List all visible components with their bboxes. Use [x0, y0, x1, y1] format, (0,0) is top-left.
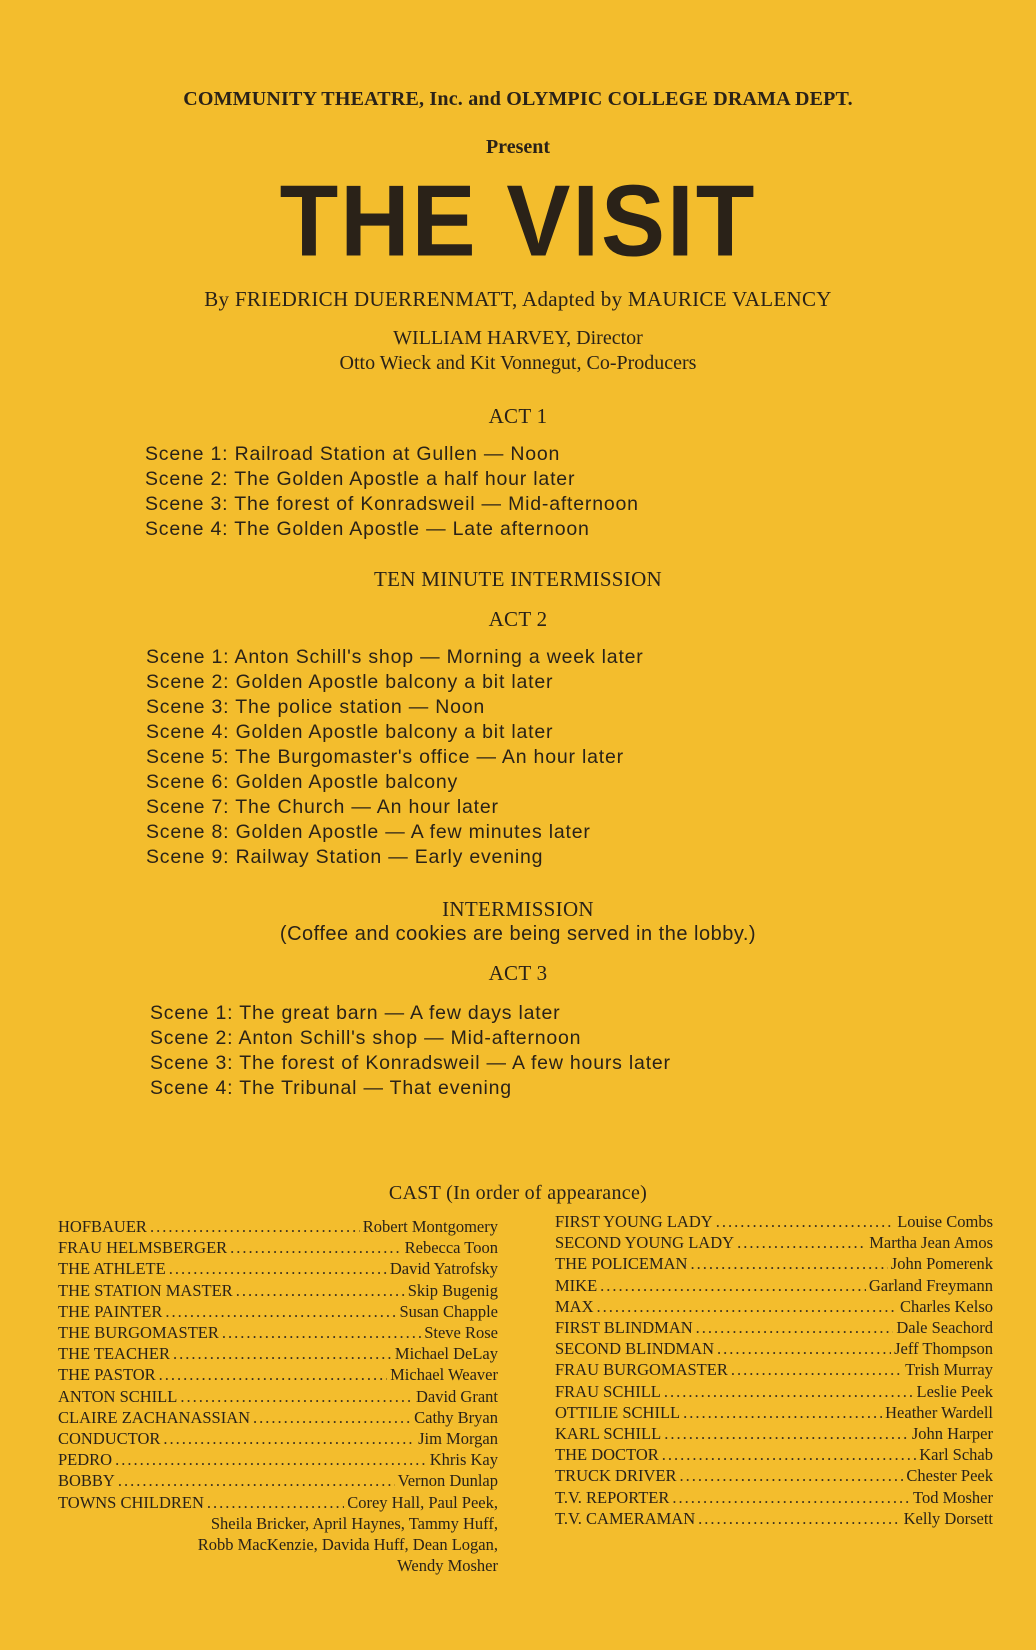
scene-item: Scene 4: The Golden Apostle — Late afternoon — [145, 518, 590, 540]
cast-role: THE STATION MASTER — [58, 1280, 233, 1300]
cast-row — [58, 1428, 498, 1449]
act1-heading: ACT 1 — [488, 404, 548, 428]
cast-role: FRAU HELMSBERGER — [58, 1238, 228, 1258]
cast-row — [58, 1470, 498, 1491]
cast-role: CLAIRE ZACHANASSIAN — [58, 1407, 251, 1427]
scene-item: Scene 7: The Church — An hour later — [146, 796, 499, 818]
dot-leader — [173, 1343, 392, 1364]
cast-row — [555, 1253, 993, 1274]
cast-row — [555, 1465, 993, 1486]
cast-actor: Robert Montgomery — [362, 1217, 498, 1236]
dot-leader — [731, 1359, 902, 1380]
dot-leader — [159, 1364, 387, 1385]
cast-role: MIKE — [555, 1275, 598, 1295]
intermission-heading: INTERMISSION — [442, 897, 594, 921]
cast-role: T.V. REPORTER — [555, 1487, 670, 1507]
cast-row — [58, 1449, 498, 1470]
cast-actor: Louise Combs — [897, 1212, 993, 1231]
intermission-heading: TEN MINUTE INTERMISSION — [373, 567, 663, 591]
cast-actor: David Grant — [415, 1386, 498, 1406]
act3-scene-list — [150, 1001, 671, 1101]
dot-leader — [207, 1492, 344, 1513]
cast-children-continued: Wendy Mosher — [397, 1556, 498, 1576]
dot-leader — [737, 1232, 866, 1253]
cast-role: SECOND YOUNG LADY — [555, 1233, 735, 1253]
cast-actor: Tod Mosher — [913, 1487, 993, 1507]
cast-actor: Steve Rose — [424, 1323, 498, 1343]
cast-actor: Chester Peek — [906, 1466, 993, 1486]
scene-item: Scene 1: The great barn — A few days later — [150, 1002, 561, 1024]
dot-leader — [165, 1301, 396, 1322]
cast-actor: Martha Jean Amos — [869, 1233, 993, 1253]
producers-credit: Otto Wieck and Kit Vonnegut, Co-Producers — [339, 352, 697, 374]
scene-item: Scene 2: Golden Apostle balcony a bit later — [146, 671, 554, 693]
cast-actor: Kelly Dorsett — [903, 1508, 993, 1528]
cast-role: TOWNS CHILDREN — [58, 1492, 204, 1512]
cast-row — [58, 1258, 498, 1279]
cast-role: THE ATHLETE — [58, 1259, 166, 1279]
cast-row — [58, 1343, 498, 1364]
cast-children-continued: Sheila Bricker, April Haynes, Tammy Huff, — [210, 1513, 498, 1533]
dot-leader — [662, 1444, 916, 1465]
dot-leader — [664, 1381, 914, 1402]
scene-item: Scene 8: Golden Apostle — A few minutes later — [146, 821, 591, 843]
cast-row — [555, 1423, 993, 1444]
dot-leader — [180, 1386, 413, 1407]
cast-role: KARL SCHILL — [555, 1424, 662, 1444]
dot-leader — [150, 1216, 360, 1237]
cast-row — [58, 1322, 498, 1343]
cast-row — [555, 1296, 993, 1317]
author-byline: By FRIEDRICH DUERRENMATT, Adapted by MAURICE VALENCY — [204, 287, 832, 311]
dot-leader — [696, 1317, 894, 1338]
cast-row — [58, 1237, 498, 1258]
present-label: Present — [485, 136, 551, 158]
scene-item: Scene 6: Golden Apostle balcony — [146, 771, 459, 793]
cast-role: FIRST YOUNG LADY — [555, 1212, 713, 1231]
dot-leader — [672, 1487, 910, 1508]
dot-leader — [664, 1423, 909, 1444]
dot-leader — [236, 1280, 405, 1301]
act2-heading: ACT 2 — [488, 607, 548, 631]
cast-row — [555, 1338, 993, 1359]
cast-actor: Khris Kay — [429, 1450, 498, 1470]
cast-actor: Trish Murray — [905, 1360, 993, 1380]
cast-row — [555, 1317, 993, 1338]
cast-role: HOFBAUER — [58, 1217, 147, 1236]
cast-role: THE TEACHER — [58, 1344, 170, 1364]
scene-item: Scene 1: Railroad Station at Gullen — Noon — [145, 443, 561, 465]
cast-row — [555, 1232, 993, 1253]
cast-row — [58, 1492, 498, 1513]
cast-role: BOBBY — [58, 1471, 115, 1491]
dot-leader — [600, 1275, 866, 1296]
act3-heading: ACT 3 — [488, 961, 548, 985]
cast-list-left — [58, 1216, 498, 1576]
cast-row — [555, 1402, 993, 1423]
dot-leader — [115, 1449, 427, 1470]
refreshments-note: (Coffee and cookies are being served in the lobby.) — [279, 923, 757, 945]
scene-item: Scene 2: Anton Schill's shop — Mid-afternoon — [150, 1027, 582, 1049]
cast-children-continued: Robb MacKenzie, Davida Huff, Dean Logan, — [197, 1535, 498, 1555]
cast-role: THE PAINTER — [58, 1301, 163, 1321]
cast-actor: David Yatrofsky — [389, 1259, 498, 1279]
dot-leader — [716, 1211, 895, 1232]
dot-leader — [118, 1470, 395, 1491]
cast-role: CONDUCTOR — [58, 1429, 161, 1449]
cast-actor: Vernon Dunlap — [397, 1471, 498, 1491]
dot-leader — [679, 1465, 903, 1486]
cast-actor: John Pomerenk — [890, 1254, 993, 1274]
presenters-line: COMMUNITY THEATRE, Inc. and OLYMPIC COLLEGE DRAMA DEPT. — [183, 88, 853, 110]
cast-role: THE BURGOMASTER — [58, 1323, 219, 1343]
scene-item: Scene 9: Railway Station — Early evening — [146, 846, 544, 868]
cast-role: PEDRO — [58, 1450, 113, 1470]
cast-row — [58, 1386, 498, 1407]
dot-leader — [690, 1253, 887, 1274]
cast-row — [555, 1211, 993, 1232]
cast-actor: Susan Chapple — [399, 1301, 498, 1321]
cast-role: THE DOCTOR — [555, 1445, 659, 1465]
act1-scene-list — [145, 442, 639, 542]
cast-row — [555, 1487, 993, 1508]
dot-leader — [222, 1322, 421, 1343]
cast-actor: Rebecca Toon — [404, 1238, 498, 1258]
cast-actor: Garland Freymann — [868, 1275, 993, 1295]
cast-actor: Corey Hall, Paul Peek, — [347, 1492, 498, 1512]
scene-item: Scene 5: The Burgomaster's office — An hour later — [146, 746, 624, 768]
cast-row — [58, 1280, 498, 1301]
cast-role: T.V. CAMERAMAN — [555, 1508, 696, 1528]
dot-leader — [163, 1428, 415, 1449]
cast-row — [555, 1381, 993, 1402]
cast-list-right — [555, 1211, 993, 1529]
cast-role: ANTON SCHILL — [58, 1386, 178, 1406]
act2-scene-list — [146, 645, 644, 870]
cast-role: MAX — [555, 1296, 594, 1316]
cast-row — [58, 1216, 498, 1237]
cast-row — [58, 1301, 498, 1322]
cast-role: TRUCK DRIVER — [555, 1466, 677, 1486]
cast-row — [58, 1364, 498, 1385]
cast-role: THE PASTOR — [58, 1365, 156, 1385]
cast-actor: Dale Seachord — [896, 1318, 993, 1338]
cast-role: THE POLICEMAN — [555, 1254, 688, 1274]
cast-row — [555, 1444, 993, 1465]
cast-actor: John Harper — [911, 1424, 993, 1444]
scene-item: Scene 4: Golden Apostle balcony a bit later — [146, 721, 554, 743]
cast-actor: Heather Wardell — [885, 1402, 993, 1422]
cast-actor: Karl Schab — [919, 1445, 993, 1465]
cast-role: FIRST BLINDMAN — [555, 1318, 693, 1338]
scene-item: Scene 1: Anton Schill's shop — Morning a week later — [146, 646, 644, 668]
director-credit: WILLIAM HARVEY, Director — [393, 327, 643, 349]
cast-role: FRAU BURGOMASTER — [555, 1360, 728, 1380]
cast-actor: Michael DeLay — [394, 1344, 498, 1364]
cast-row — [555, 1359, 993, 1380]
dot-leader — [683, 1402, 882, 1423]
dot-leader — [717, 1338, 891, 1359]
cast-row — [58, 1407, 498, 1428]
cast-actor: Michael Weaver — [390, 1365, 498, 1385]
dot-leader — [169, 1258, 387, 1279]
cast-role: OTTILIE SCHILL — [555, 1402, 681, 1422]
cast-heading: CAST (In order of appearance) — [388, 1182, 648, 1204]
dot-leader — [230, 1237, 401, 1258]
scene-item: Scene 3: The forest of Konradsweil — A few hours later — [150, 1052, 671, 1074]
play-title: THE VISIT — [279, 165, 757, 278]
cast-actor: Jim Morgan — [418, 1429, 498, 1449]
scene-item: Scene 4: The Tribunal — That evening — [150, 1077, 512, 1099]
cast-actor: Leslie Peek — [916, 1381, 993, 1401]
scene-item: Scene 3: The forest of Konradsweil — Mid-afternoon — [145, 493, 639, 515]
cast-actor: Jeff Thompson — [894, 1339, 993, 1359]
cast-row — [555, 1508, 993, 1529]
cast-actor: Charles Kelso — [899, 1296, 993, 1316]
dot-leader — [597, 1296, 897, 1317]
cast-actor: Skip Bugenig — [407, 1280, 498, 1300]
cast-actor: Cathy Bryan — [414, 1407, 498, 1427]
cast-role: FRAU SCHILL — [555, 1381, 661, 1401]
scene-item: Scene 2: The Golden Apostle a half hour later — [145, 468, 576, 490]
dot-leader — [698, 1508, 901, 1529]
cast-row — [555, 1275, 993, 1296]
scene-item: Scene 3: The police station — Noon — [146, 696, 486, 718]
dot-leader — [253, 1407, 411, 1428]
cast-role: SECOND BLINDMAN — [555, 1339, 715, 1359]
